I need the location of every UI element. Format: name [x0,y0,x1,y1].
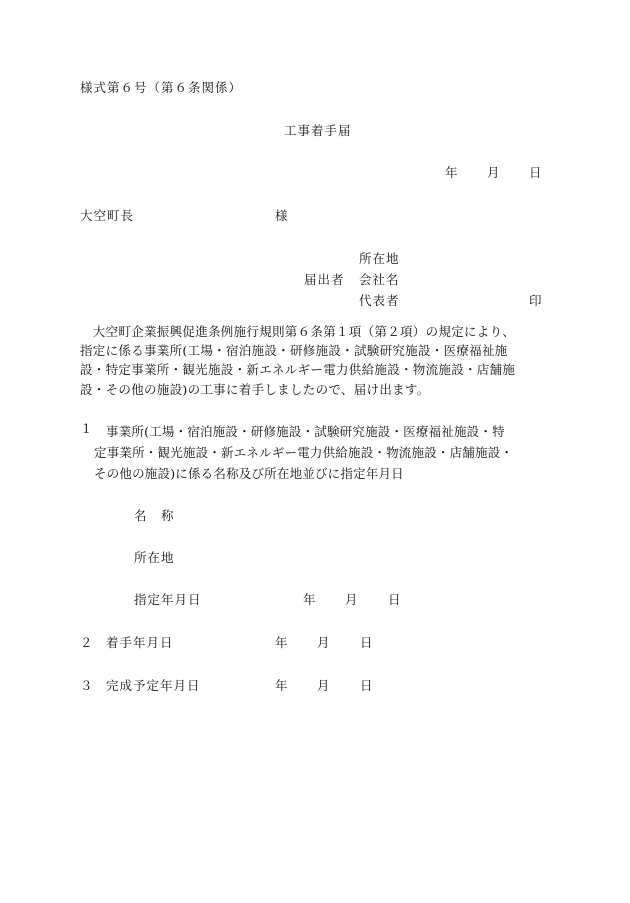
body-line: 設・その他の施設)の工事に着手しましたので、届け出ます。 [80,381,430,397]
seal-mark: 印 [529,293,542,308]
body-line: 指定に係る事業所(工場・宿泊施設・研修施設・試験研究施設・医療福祉施 [80,343,508,359]
completion-month-label: 月 [317,678,330,693]
date-day-label: 日 [529,165,542,180]
item-2-label: 着手年月日 [106,635,174,650]
designation-day-label: 日 [388,592,401,607]
start-year-label: 年 [275,635,288,650]
body-line: 大空町企業振興促進条例施行規則第６条第１項（第２項）の規定により、 [80,324,516,339]
addressee-town: 大空町長 [80,208,135,223]
item-1-description [94,421,556,484]
form-number: 様式第６号（第６条関係） [80,80,243,95]
start-month-label: 月 [317,635,330,650]
body-paragraph [80,322,550,399]
applicant-representative-label: 代表者 [359,293,400,308]
item-2-number: ２ [80,635,93,650]
completion-year-label: 年 [275,678,288,693]
applicant-label: 届出者 [304,272,345,287]
item-1-line: 定事業所・観光施設・新エネルギー電力供給施設・物流施設・店舗施設・ [94,445,514,460]
item-1-designation-date-label: 指定年月日 [134,592,202,607]
item-3-number: ３ [80,678,93,693]
start-day-label: 日 [360,635,373,650]
item-1-name-label: 名 称 [134,508,175,523]
addressee-honorific: 様 [275,208,288,223]
item-1-line: 事業所(工場・宿泊施設・研修施設・試験研究施設・医療福祉施設・特 [106,424,505,439]
item-3-label: 完成予定年月日 [106,678,201,693]
applicant-address-label: 所在地 [359,251,400,266]
completion-day-label: 日 [360,678,373,693]
page-title: 工事着手届 [284,123,352,138]
item-1-line: その他の施設)に係る名称及び所在地並びに指定年月日 [94,466,404,481]
item-1-number: １ [80,421,93,436]
body-line: 設・特定事業所・観光施設・新エネルギー電力供給施設・物流施設・店舗施 [80,362,516,378]
date-month-label: 月 [487,165,500,180]
designation-month-label: 月 [345,592,358,607]
item-1-location-label: 所在地 [134,550,175,565]
designation-year-label: 年 [303,592,316,607]
date-year-label: 年 [445,165,458,180]
applicant-company-label: 会社名 [359,272,400,287]
